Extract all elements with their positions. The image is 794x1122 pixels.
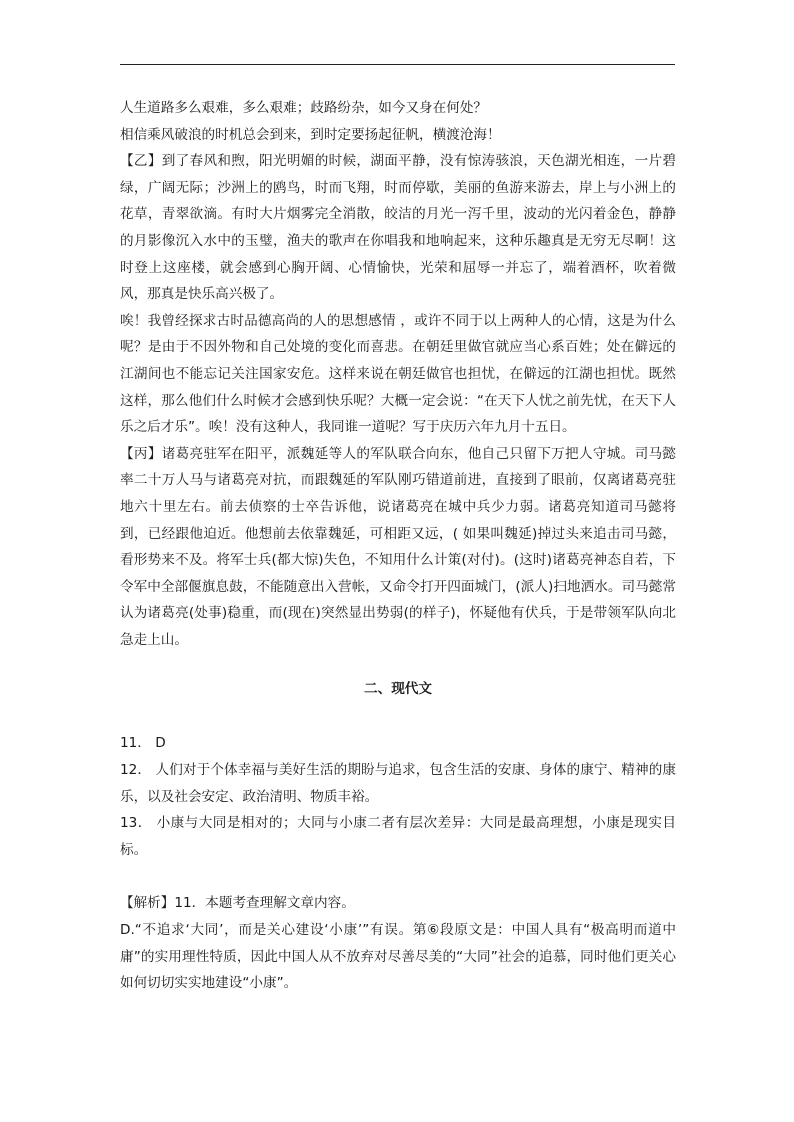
passage-yi-paragraph-1: 【乙】到了春风和煦，阳光明媚的时候，湖面平静，没有惊涛骇浪，天色湖光相连，一片碧绿，广阔无际；沙洲上的鸥鸟，时而飞翔，时而停歇，美丽的鱼游来游去，岸上与小洲上的花草，青翠欲滴。有时大片烟雾完全消散，皎洁的月光一泻千里，波动的光闪着金色，静静的月影像沉入水中的玉璧，渔夫的歌声在你唱我和地响起来，这种乐趣真是无穷无尽啊！这时登上这座楼，就会感到心胸开阔、心情愉快，光荣和屈辱一并忘了，端着酒杯，吹着微风，那真是快乐高兴极了。 <box>120 153 676 303</box>
header-rule <box>120 64 675 65</box>
passage-yi-paragraph-2: 唉！我曾经探求古时品德高尚的人的思想感情 ，或许不同于以上两种人的心情，这是为什么呢？是由于不因外物和自己处境的变化而喜悲。在朝廷里做官就应当心系百姓；处在僻远的江湖间也不能忘记关注国家安危。这样来说在朝廷做官也担忧，在僻远的江湖也担忧。既然这样，那么他们什么时候才会感到快乐呢？大概一定会说：“在天下人忧之前先忧，在天下人乐之后才乐”。唉！没有这种人，我同谁一道呢？写于庆历六年九月十五日。 <box>120 312 676 436</box>
section-heading: 二、现代文 <box>364 681 432 698</box>
document-body <box>120 95 676 997</box>
spacer <box>120 863 676 890</box>
poem-line-1: 人生道路多么艰难，多么艰难；歧路纷杂，如今又身在何处？ <box>120 100 488 116</box>
analysis-title: 【解析】11．本题考查理解文章内容。 <box>120 895 355 912</box>
answer-12: 12． 人们对于个体幸福与美好生活的期盼与追求，包含生活的安康、身体的康宁、精神的康乐，以及社会安定、政治清明、物质丰裕。 <box>120 762 676 805</box>
answer-13: 13． 小康与大同是相对的；大同与小康二者有层次差异：大同是最高理想，小康是现实目标。 <box>120 815 676 858</box>
answer-11: 11． D <box>120 735 166 752</box>
passage-bing-paragraph: 【丙】诸葛亮驻军在阳平，派魏延等人的军队联合向东，他自己只留下万把人守城。司马懿率二十万人马与诸葛亮对抗，而跟魏延的军队刚巧错道前进，直接到了眼前，仅离诸葛亮驻地六十里左右。前去侦察的士卒告诉他，说诸葛亮在城中兵少力弱。诸葛亮知道司马懿将到，已经跟他迫近。他想前去依靠魏延，可相距又远，( 如果叫魏延)掉过头来追击司马懿，看形势来不及。将军士兵(都大惊)失色，不知用什么计策(对付)。(这时)诸葛亮神态自若，下令军中全部偃旗息鼓，不能随意出入营帐，又命令打开四面城门，(派人)扫地洒水。司马懿常认为诸葛亮(处事)稳重，而(现在)突然显出势弱(的样子)，怀疑他有伏兵，于是带领军队向北急走上山。 <box>120 445 676 648</box>
analysis-paragraph: D.“不追求‘大同’，而是关心建设‘小康’”有误。第⑥段原文是：中国人具有“极高明而道中庸”的实用理性特质，因此中国人从不放弃对尽善尽美的“大同”社会的追慕，同时他们更关心如何切切实实地建设“小康”。 <box>120 922 676 992</box>
poem-line-2: 相信乘风破浪的时机总会到来，到时定要扬起征帆，横渡沧海！ <box>120 126 501 143</box>
